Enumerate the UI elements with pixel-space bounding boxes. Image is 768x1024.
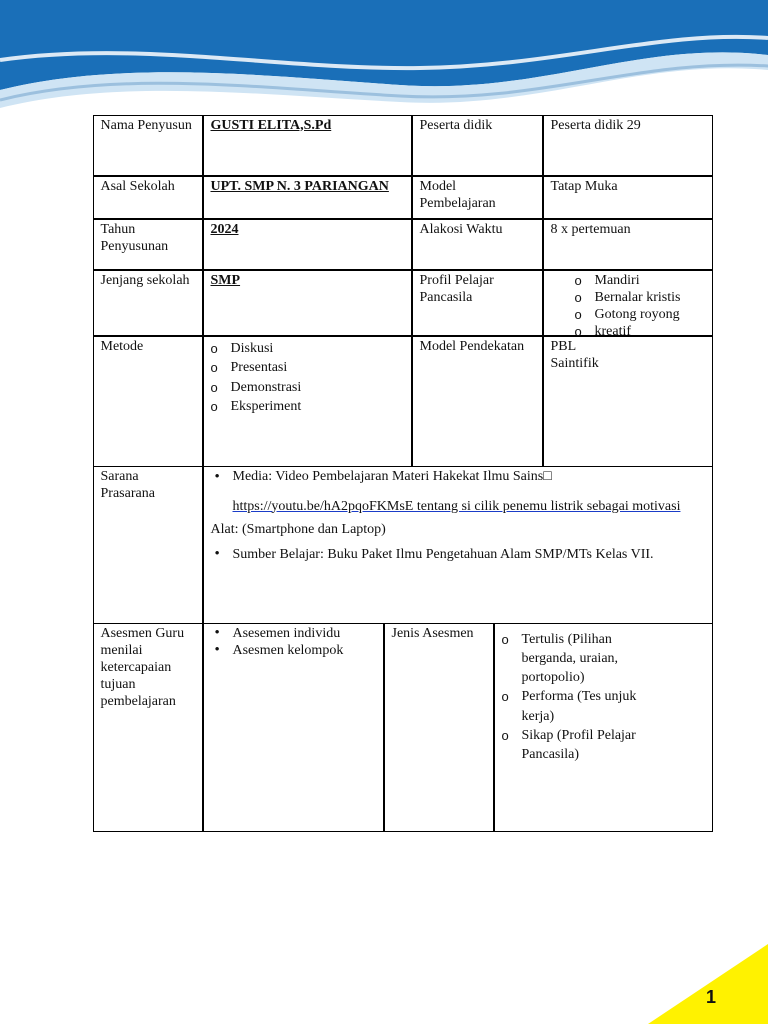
row6-label: Sarana Prasarana — [93, 466, 203, 624]
row7-label2: Jenis Asesmen — [384, 623, 494, 832]
list-item: o Sikap (Profil Pelajar Pancasila) — [502, 726, 662, 765]
row7-value — [203, 623, 384, 832]
row3-label2: Alakosi Waktu — [412, 219, 543, 270]
sumber-item: • Sumber Belajar: Buku Paket Ilmu Pengetahuan Alam SMP/MTs Kelas VII. — [211, 545, 705, 564]
row4-label: Jenjang sekolah — [93, 270, 203, 336]
pendekatan-saintifik: Saintifik — [550, 355, 599, 371]
row2-label: Asal Sekolah — [93, 176, 203, 219]
row4-value2 — [543, 270, 713, 339]
row2-value — [203, 176, 412, 219]
row3-value2: 8 x pertemuan — [543, 219, 713, 270]
row5-value — [203, 336, 412, 467]
row5-label: Metode — [93, 336, 203, 467]
list-item: o Tertulis (Pilihan berganda, uraian, portopolio) — [502, 630, 662, 688]
asal-sekolah-value: UPT. SMP N. 3 PARIANGAN — [210, 178, 389, 194]
row4-label2: Profil Pelajar Pancasila — [412, 270, 543, 336]
sumber-list — [211, 545, 705, 564]
list-item: o Mandiri — [575, 272, 705, 289]
row1-label: Nama Penyusun — [93, 115, 203, 176]
media-item: • Media: Video Pembelajaran Materi Hakekat Ilmu Sains□ — [211, 467, 705, 487]
row6-value — [203, 466, 713, 624]
alat-text: Alat: (Smartphone dan Laptop) — [210, 521, 386, 537]
row2-value2: Tatap Muka — [543, 176, 713, 219]
list-item: o Presentasi — [211, 358, 404, 378]
list-item: o Eksperiment — [211, 397, 404, 417]
list-item: o Bernalar kristis — [575, 289, 705, 306]
row5-value2 — [543, 336, 713, 467]
profil-pelajar-list — [575, 272, 705, 340]
list-item: o Gotong royong — [575, 306, 705, 323]
row4-value — [203, 270, 412, 336]
list-item: o Performa (Tes unjuk kerja) — [502, 687, 662, 726]
tahun-value: 2024 — [210, 221, 239, 237]
nama-penyusun-value: GUSTI ELITA,S.Pd — [210, 117, 332, 133]
row7-label: Asesmen Guru menilai ketercapaian tujuan pembelajaran — [93, 623, 203, 832]
jenjang-value: SMP — [210, 272, 241, 288]
jenis-asesmen-list — [502, 630, 662, 765]
row7-value2 — [494, 623, 713, 832]
list-item: • Asesemen individu — [211, 625, 376, 642]
asesmen-list — [211, 625, 376, 659]
list-item: o kreatif — [575, 323, 705, 340]
row1-value2: Peserta didik 29 — [543, 115, 713, 176]
video-link-wrap — [211, 497, 705, 516]
video-link[interactable]: https://youtu.be/hA2pqoFKMsE tentang si cilik penemu listrik sebagai motivasi — [232, 498, 681, 514]
sarana-media-list — [211, 467, 705, 487]
list-item: • Asesmen kelompok — [211, 642, 376, 659]
metode-list — [211, 339, 404, 417]
row3-label: Tahun Penyusunan — [93, 219, 203, 270]
list-item: o Diskusi — [211, 339, 404, 359]
rpp-table — [93, 115, 713, 832]
row2-label2: Model Pembelajaran — [412, 176, 543, 219]
header-wave-banner — [0, 0, 768, 125]
list-item: o Demonstrasi — [211, 378, 404, 398]
row1-value — [203, 115, 412, 176]
page-number: 1 — [705, 987, 716, 1007]
row5-label2: Model Pendekatan — [412, 336, 543, 467]
footer-corner-decoration — [608, 934, 768, 1024]
pendekatan-pbl: PBL — [550, 338, 577, 354]
row1-label2: Peserta didik — [412, 115, 543, 176]
row3-value — [203, 219, 412, 270]
